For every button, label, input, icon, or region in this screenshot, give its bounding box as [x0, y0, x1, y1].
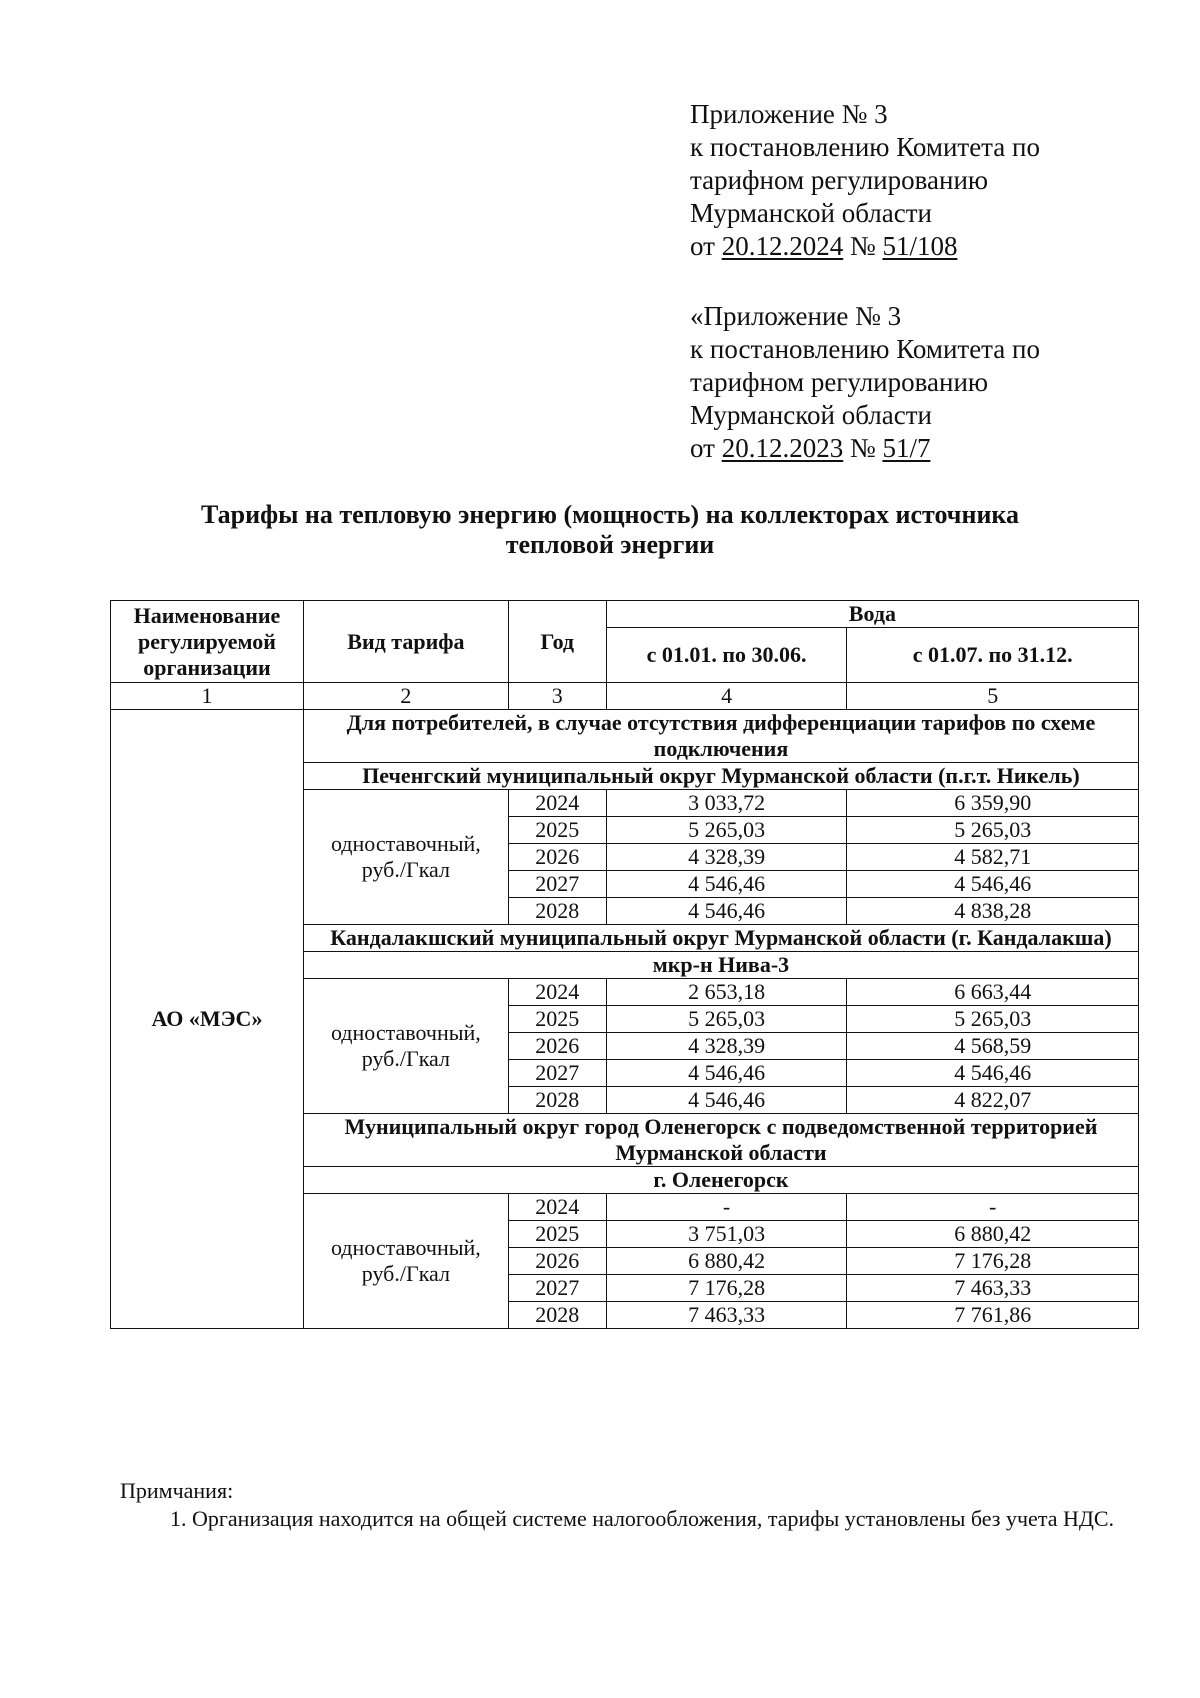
tariff-value-h2: 6 359,90 — [847, 790, 1139, 817]
tariff-value-h2: 7 176,28 — [847, 1248, 1139, 1275]
header-water: Вода — [606, 601, 1138, 628]
column-number: 4 — [606, 683, 847, 710]
tariff-value-h1: 3 033,72 — [606, 790, 847, 817]
column-number: 3 — [508, 683, 606, 710]
appendix-line: тарифном регулированию — [690, 165, 989, 195]
date-prefix: от — [690, 231, 715, 261]
year-cell: 2026 — [508, 1248, 606, 1275]
tariff-value-h1: 4 546,46 — [606, 1060, 847, 1087]
header-org: Наименование регулируемой организации — [111, 601, 304, 683]
tariff-value-h1: 4 546,46 — [606, 1087, 847, 1114]
tariff-value-h1: 4 546,46 — [606, 898, 847, 925]
tariff-value-h2: 4 838,28 — [847, 898, 1139, 925]
resolution-number: 51/108 — [882, 231, 958, 261]
tariff-value-h1: 3 751,03 — [606, 1221, 847, 1248]
column-number: 5 — [847, 683, 1139, 710]
year-cell: 2028 — [508, 1087, 606, 1114]
notes-section — [120, 1477, 1130, 1533]
header-tariff-type: Вид тарифа — [303, 601, 508, 683]
resolution-number: 51/7 — [882, 433, 931, 463]
header-year: Год — [508, 601, 606, 683]
district-heading: Кандалакшский муниципальный округ Мурманской области (г. Кандалакша) — [303, 925, 1138, 952]
year-cell: 2026 — [508, 1033, 606, 1060]
tariff-value-h2: 7 761,86 — [847, 1302, 1139, 1329]
year-cell: 2028 — [508, 898, 606, 925]
tariff-value-h2: 5 265,03 — [847, 817, 1139, 844]
header-period-2: с 01.07. по 31.12. — [847, 628, 1139, 683]
number-prefix: № — [849, 231, 876, 261]
date-prefix: от — [690, 433, 715, 463]
tariff-value-h1: 7 176,28 — [606, 1275, 847, 1302]
tariff-value-h1: 4 328,39 — [606, 1033, 847, 1060]
tariff-value-h1: - — [606, 1194, 847, 1221]
tariff-value-h1: 4 328,39 — [606, 844, 847, 871]
tariff-value-h1: 7 463,33 — [606, 1302, 847, 1329]
year-cell: 2027 — [508, 871, 606, 898]
locality-heading: мкр-н Нива-3 — [303, 952, 1138, 979]
tariff-type: одноставочный, руб./Гкал — [303, 979, 508, 1114]
appendix-date-line — [690, 432, 1040, 465]
district-heading: Печенгский муниципальный округ Мурманской области (п.г.т. Никель) — [303, 763, 1138, 790]
tariff-value-h2: - — [847, 1194, 1139, 1221]
year-cell: 2024 — [508, 979, 606, 1006]
year-cell: 2025 — [508, 817, 606, 844]
tariff-value-h2: 4 546,46 — [847, 871, 1139, 898]
tariff-value-h1: 4 546,46 — [606, 871, 847, 898]
appendix-line: «Приложение № 3 — [690, 301, 902, 331]
tariff-value-h2: 4 546,46 — [847, 1060, 1139, 1087]
appendix-line: к постановлению Комитета по — [690, 334, 1040, 364]
appendix-header-old — [690, 300, 1040, 465]
column-number: 1 — [111, 683, 304, 710]
tariff-value-h1: 6 880,42 — [606, 1248, 847, 1275]
year-cell: 2024 — [508, 1194, 606, 1221]
appendix-line: тарифном регулированию — [690, 367, 989, 397]
year-cell: 2027 — [508, 1060, 606, 1087]
tariff-type: одноставочный, руб./Гкал — [303, 790, 508, 925]
number-prefix: № — [849, 433, 876, 463]
district-heading: Муниципальный округ город Оленегорск с подведомственной территорией Мурманской области — [303, 1114, 1138, 1167]
appendix-line: Мурманской области — [690, 198, 932, 228]
header-period-1: с 01.01. по 30.06. — [606, 628, 847, 683]
tariff-value-h2: 4 582,71 — [847, 844, 1139, 871]
resolution-date: 20.12.2023 — [721, 433, 844, 463]
year-cell: 2025 — [508, 1221, 606, 1248]
general-section-heading: Для потребителей, в случае отсутствия дифференциации тарифов по схеме подключения — [303, 710, 1138, 763]
appendix-header-new — [690, 98, 1040, 263]
tariff-type: одноставочный, руб./Гкал — [303, 1194, 508, 1329]
appendix-line: Мурманской области — [690, 400, 932, 430]
year-cell: 2028 — [508, 1302, 606, 1329]
tariff-value-h2: 6 880,42 — [847, 1221, 1139, 1248]
tariff-value-h2: 5 265,03 — [847, 1006, 1139, 1033]
tariff-value-h1: 5 265,03 — [606, 817, 847, 844]
tariff-value-h1: 5 265,03 — [606, 1006, 847, 1033]
year-cell: 2025 — [508, 1006, 606, 1033]
notes-heading: Примчания: — [120, 1478, 234, 1503]
document-title — [130, 500, 1090, 560]
year-cell: 2024 — [508, 790, 606, 817]
tariff-value-h2: 4 568,59 — [847, 1033, 1139, 1060]
locality-heading: г. Оленегорск — [303, 1167, 1138, 1194]
tariff-table — [110, 600, 1139, 1329]
appendix-line: Приложение № 3 — [690, 99, 888, 129]
title-line: Тарифы на тепловую энергию (мощность) на коллекторах источника — [200, 500, 1020, 529]
title-line: тепловой энергии — [505, 530, 715, 559]
appendix-line: к постановлению Комитета по — [690, 132, 1040, 162]
year-cell: 2027 — [508, 1275, 606, 1302]
column-number: 2 — [303, 683, 508, 710]
tariff-value-h2: 6 663,44 — [847, 979, 1139, 1006]
tariff-value-h1: 2 653,18 — [606, 979, 847, 1006]
tariff-value-h2: 7 463,33 — [847, 1275, 1139, 1302]
resolution-date: 20.12.2024 — [721, 231, 844, 261]
tariff-value-h2: 4 822,07 — [847, 1087, 1139, 1114]
organization-name: АО «МЭС» — [111, 710, 304, 1329]
appendix-date-line — [690, 230, 1040, 263]
year-cell: 2026 — [508, 844, 606, 871]
note-item: 1. Организация находится на общей системе налогообложения, тарифы установлены без учета НДС. — [170, 1506, 1115, 1531]
